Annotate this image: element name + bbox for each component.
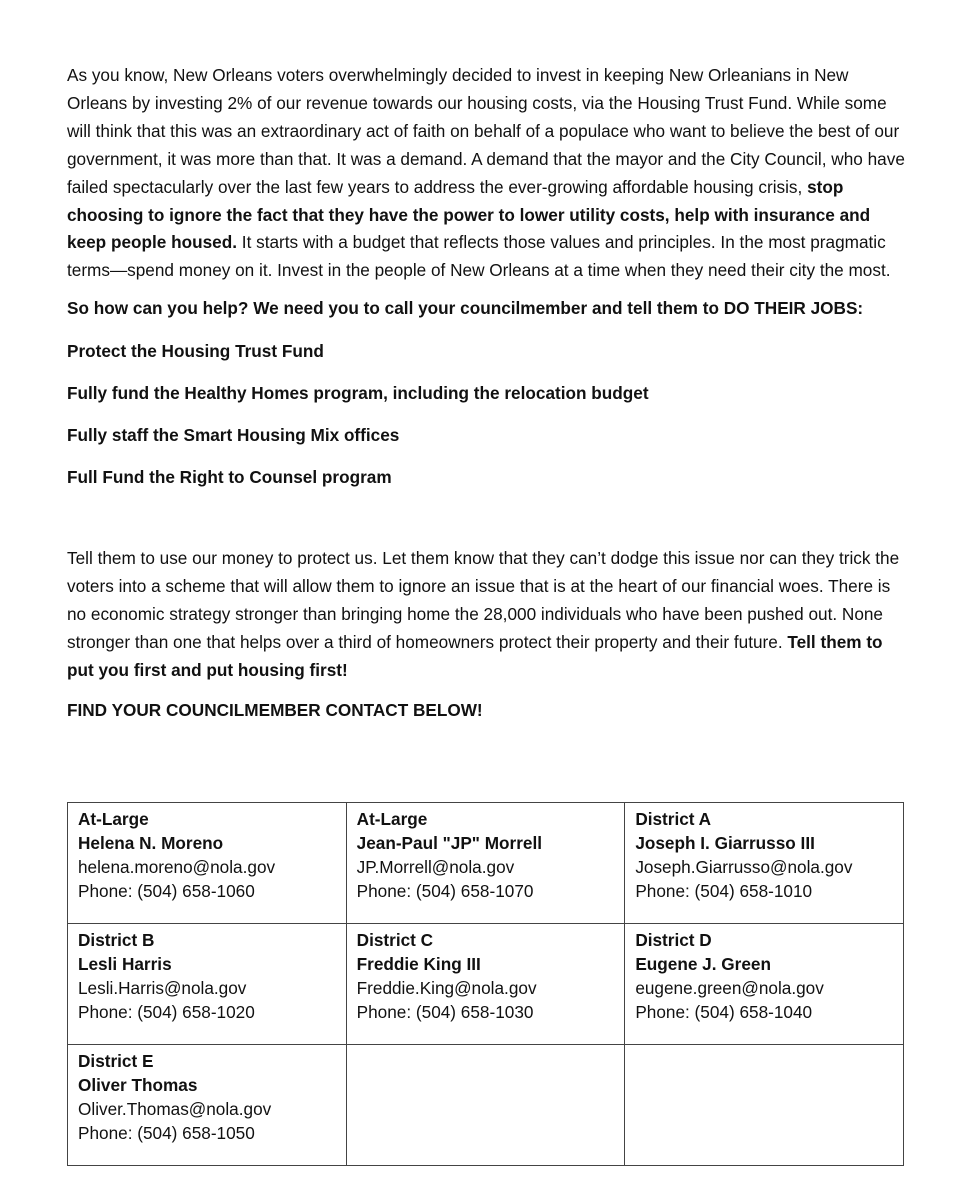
intro-text-1: As you know, New Orleans voters overwhelmingly decided to invest in keeping New Orleanians in New Orleans by investing 2% of our revenue towards our housing costs, via the Housing Trust Fund. While some will think that this was an extraordinary act of faith on behalf of a populace who want to believe the best of our government, it was more than that. It was a demand. A demand that the mayor and the City Council, who have failed spectacularly over the last few years to address the ever-growing affordable housing crisis, <box>67 65 905 197</box>
councilmember-name: Oliver Thomas <box>78 1075 198 1095</box>
district-label: At-Large <box>356 809 428 829</box>
district-label: District E <box>78 1051 154 1071</box>
district-label: District C <box>356 930 434 950</box>
intro-text-2: It starts with a budget that reflects those values and principles. In the most pragmatic terms—spend money on it. Invest in the people of New Orleans at a time when they need their city the most. <box>67 232 891 281</box>
district-label: District A <box>635 809 712 829</box>
closing-bold-text: Tell them to put you first and put housing first! <box>67 632 883 681</box>
email-address[interactable]: Freddie.King@nola.gov <box>356 978 537 998</box>
phone-number: Phone: (504) 658-1050 <box>78 1123 255 1143</box>
contact-cell <box>68 924 347 1045</box>
demand-item: Protect the Housing Trust Fund <box>67 341 324 362</box>
empty-cell <box>346 1045 625 1166</box>
district-label: District B <box>78 930 155 950</box>
phone-number: Phone: (504) 658-1070 <box>356 881 534 901</box>
table-row <box>68 924 904 1045</box>
table-row <box>68 803 904 924</box>
table-row <box>68 1045 904 1166</box>
email-address[interactable]: helena.moreno@nola.gov <box>78 857 276 877</box>
contacts-heading: FIND YOUR COUNCILMEMBER CONTACT BELOW! <box>67 699 483 720</box>
demand-item: Full Fund the Right to Counsel program <box>67 467 392 488</box>
phone-number: Phone: (504) 658-1020 <box>78 1002 255 1022</box>
phone-number: Phone: (504) 658-1030 <box>356 1002 534 1022</box>
contact-cell <box>346 803 625 924</box>
letter-body <box>67 62 907 740</box>
councilmember-name: Jean-Paul "JP" Morrell <box>356 833 543 853</box>
empty-cell <box>625 1045 904 1166</box>
contact-cell <box>625 803 904 924</box>
contact-cell <box>68 803 347 924</box>
closing-paragraph <box>67 545 907 685</box>
intro-bold-text: stop choosing to ignore the fact that they have the power to lower utility costs, help with insurance and keep people housed. <box>67 176 871 253</box>
email-address[interactable]: eugene.green@nola.gov <box>635 978 824 998</box>
demand-item: Fully staff the Smart Housing Mix offices <box>67 425 400 446</box>
councilmember-name: Helena N. Moreno <box>78 833 224 853</box>
intro-paragraph <box>67 62 907 285</box>
councilmember-name: Freddie King III <box>356 954 481 974</box>
contact-cell <box>68 1045 347 1166</box>
email-address[interactable]: JP.Morrell@nola.gov <box>356 857 515 877</box>
councilmember-name: Lesli Harris <box>78 954 172 974</box>
phone-number: Phone: (504) 658-1040 <box>635 1002 813 1022</box>
call-to-action-question: So how can you help? We need you to call your councilmember and tell them to DO THEIR JOBS: <box>67 298 864 319</box>
councilmember-contact-table <box>67 802 904 1166</box>
email-address[interactable]: Lesli.Harris@nola.gov <box>78 978 247 998</box>
email-address[interactable]: Oliver.Thomas@nola.gov <box>78 1099 272 1119</box>
district-label: District D <box>635 930 712 950</box>
phone-number: Phone: (504) 658-1010 <box>635 881 813 901</box>
demand-item: Fully fund the Healthy Homes program, including the relocation budget <box>67 383 649 404</box>
councilmember-name: Eugene J. Green <box>635 954 771 974</box>
contact-cell <box>625 924 904 1045</box>
contact-cell <box>346 924 625 1045</box>
closing-text: Tell them to use our money to protect us. Let them know that they can’t dodge this issue nor can they trick the voters into a scheme that will allow them to ignore an issue that is at the heart of our financial woes. There is no economic strategy stronger than bringing home the 28,000 individuals who have been pushed out. None stronger than one that helps over a third of homeowners protect their property and their future. <box>67 548 900 653</box>
district-label: At-Large <box>78 809 149 829</box>
councilmember-name: Joseph I. Giarrusso III <box>635 833 815 853</box>
email-address[interactable]: Joseph.Giarrusso@nola.gov <box>635 857 853 877</box>
phone-number: Phone: (504) 658-1060 <box>78 881 255 901</box>
